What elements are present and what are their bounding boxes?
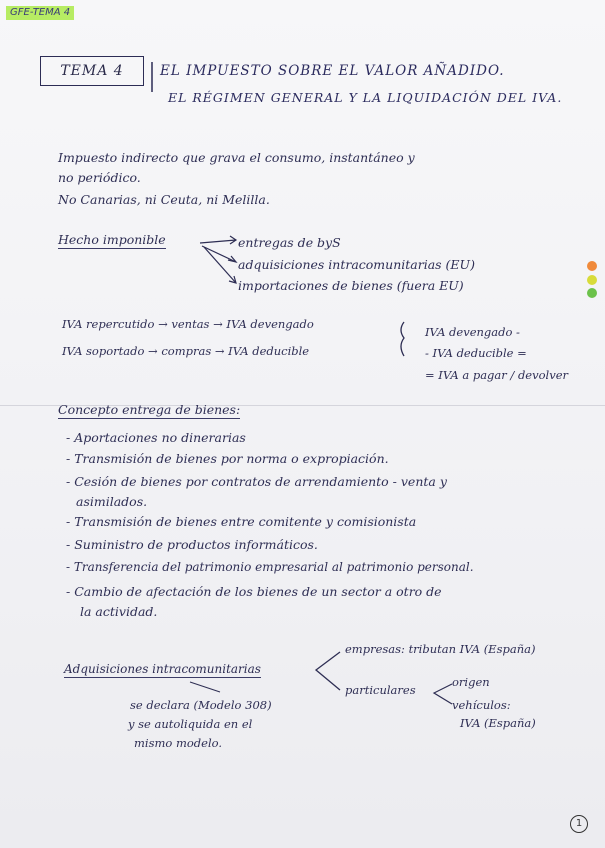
adquisiciones-label: Adquisiciones intracomunitarias xyxy=(64,662,261,676)
hecho-item-3: importaciones de bienes (fuera EU) xyxy=(238,278,464,293)
hecho-item-1: entregas de byS xyxy=(238,235,341,250)
title-line-2: EL RÉGIMEN GENERAL Y LA LIQUIDACIÓN DEL IVA. xyxy=(168,90,563,105)
concepto-item-7: - Cambio de afectación de los bienes de un sector a otro de xyxy=(66,584,442,599)
empresas-text: empresas: tributan IVA (España) xyxy=(345,642,536,656)
note-line-1: se declara (Modelo 308) xyxy=(130,698,272,712)
concepto-heading: Concepto entrega de bienes: xyxy=(58,402,241,417)
vehiculos-text: vehículos: xyxy=(452,698,511,712)
iva-result-2: - IVA deducible = xyxy=(425,346,527,360)
intro-line-1: Impuesto indirecto que grava el consumo, instantáneo y xyxy=(58,150,415,165)
concepto-item-2: - Transmisión de bienes por norma o expropiación. xyxy=(66,451,389,466)
hecho-imponible-label: Hecho imponible xyxy=(58,232,166,247)
adquisiciones-branch xyxy=(316,652,340,690)
note-line-3: mismo modelo. xyxy=(134,736,223,750)
arrow-importaciones xyxy=(204,247,236,283)
concepto-item-7-cont: la actividad. xyxy=(80,604,158,619)
iva-brace xyxy=(401,322,404,356)
vehiculos-iva-text: IVA (España) xyxy=(460,716,536,730)
concepto-item-1: - Aportaciones no dinerarias xyxy=(66,430,246,445)
concepto-item-4: - Transmisión de bienes entre comitente y comisionista xyxy=(66,514,417,529)
concepto-item-6: - Transferencia del patrimonio empresarial al patrimonio personal. xyxy=(66,560,474,574)
particulares-text: particulares xyxy=(345,683,416,697)
iva-result-1: IVA devengado - xyxy=(425,325,520,339)
page-number: 1 xyxy=(570,815,588,833)
note-pointer xyxy=(190,682,220,692)
tema-box: TEMA 4 xyxy=(40,56,144,86)
iva-line-1: IVA repercutido → ventas → IVA devengado xyxy=(62,317,314,331)
hecho-item-2: adquisiciones intracomunitarias (EU) xyxy=(238,257,475,272)
concepto-item-3-cont: asimilados. xyxy=(76,494,148,509)
arrow-adquisiciones xyxy=(202,246,236,262)
iva-result-3: = IVA a pagar / devolver xyxy=(425,368,569,382)
highlighted-label: GFE-TEMA 4 xyxy=(6,6,74,20)
title-line-1: EL IMPUESTO SOBRE EL VALOR AÑADIDO. xyxy=(160,63,505,79)
intro-line-3: No Canarias, ni Ceuta, ni Melilla. xyxy=(58,192,270,207)
iva-line-2: IVA soportado → compras → IVA deducible xyxy=(62,344,310,358)
concepto-item-3: - Cesión de bienes por contratos de arrendamiento - venta y xyxy=(66,474,447,489)
intro-line-2: no periódico. xyxy=(58,170,141,185)
origen-text: origen xyxy=(452,675,490,689)
concepto-item-5: - Suministro de productos informáticos. xyxy=(66,537,318,552)
arrow-entregas xyxy=(200,240,236,243)
particulares-branch xyxy=(434,684,452,704)
note-line-2: y se autoliquida en el xyxy=(128,717,253,731)
